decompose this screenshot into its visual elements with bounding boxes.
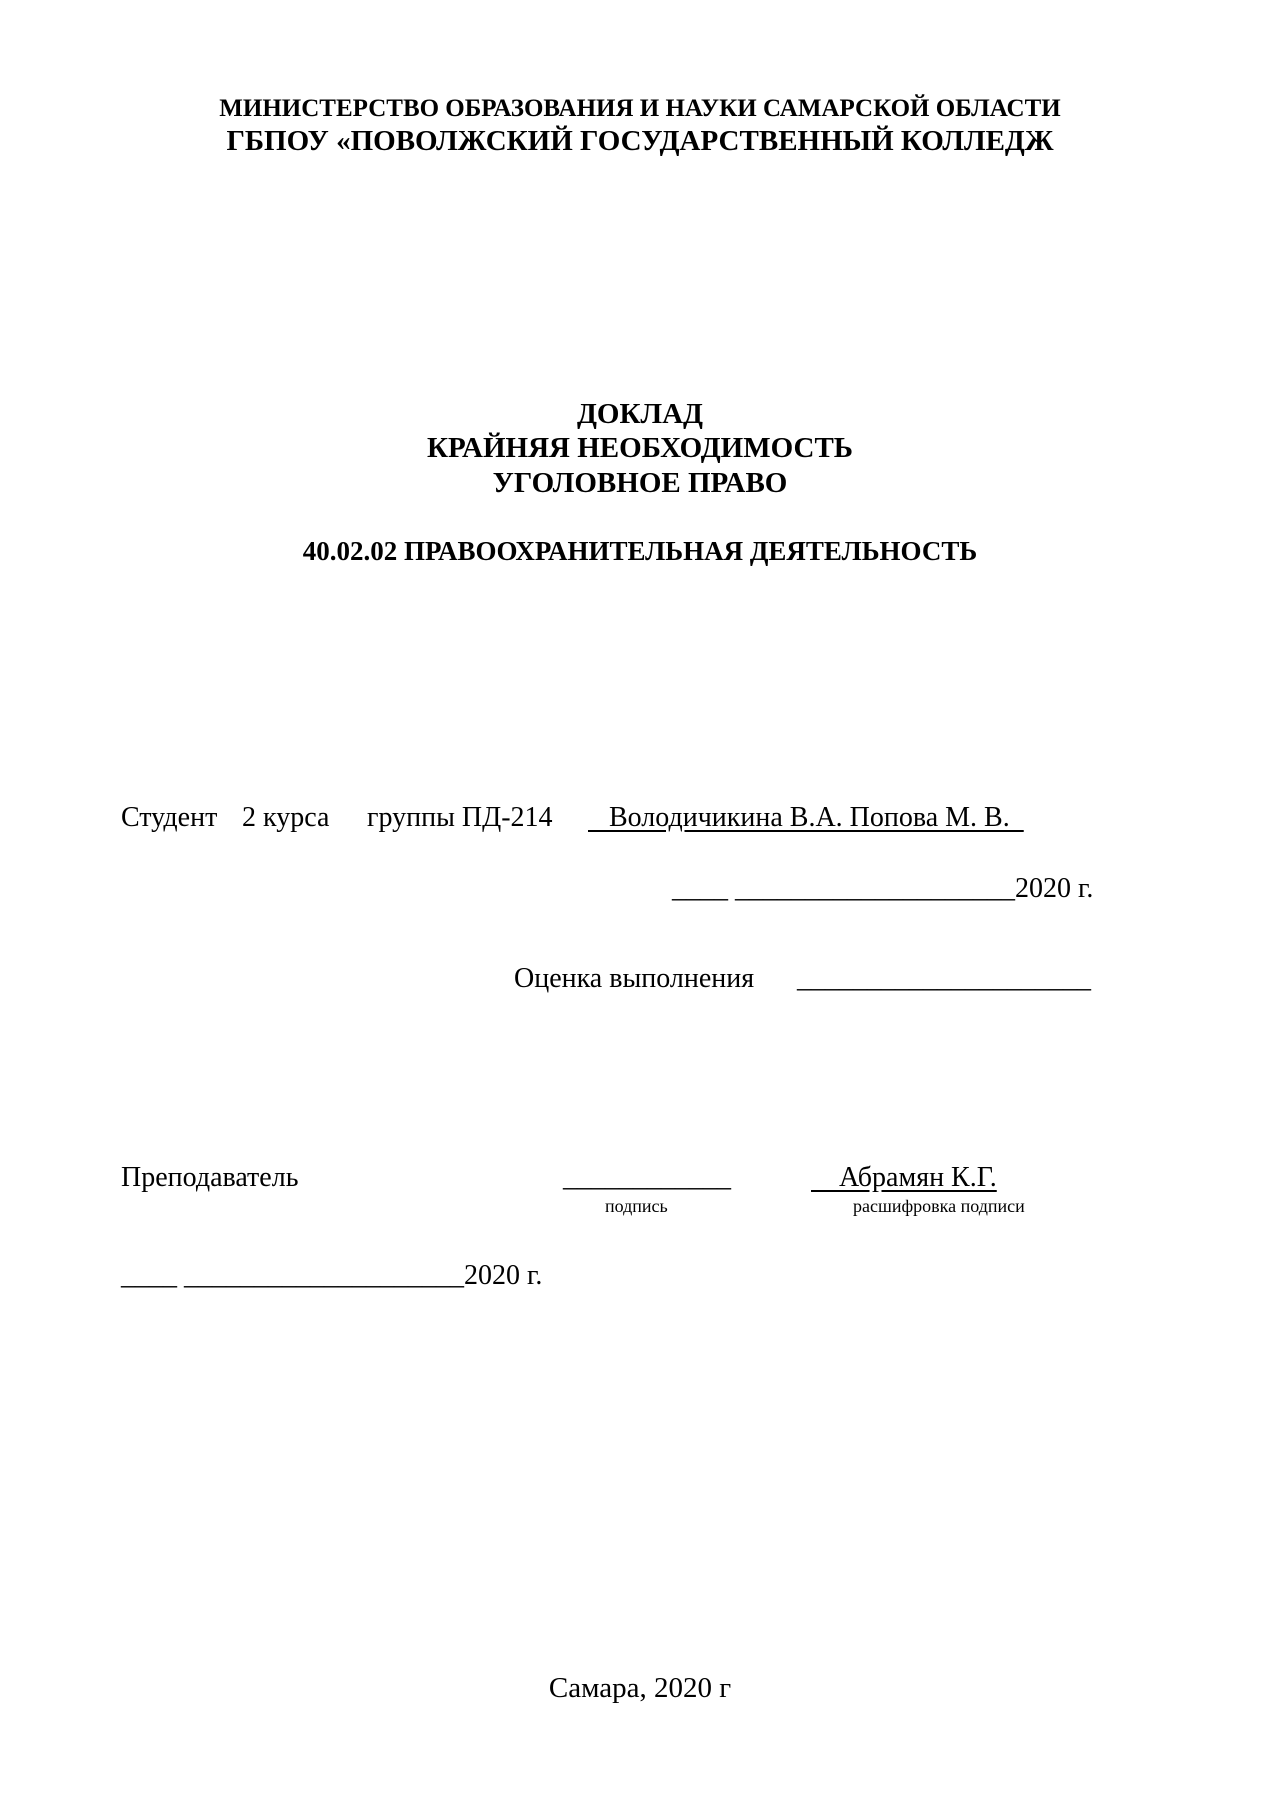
college-heading: ГБПОУ «ПОВОЛЖСКИЙ ГОСУДАРСТВЕННЫЙ КОЛЛЕДЖ (226, 125, 1054, 157)
student-names: Володичикина В.А. Попова М. В. (588, 802, 1024, 833)
signature-caption: подпись (605, 1196, 668, 1216)
grade-blank: _____________________ (797, 963, 1091, 994)
teacher-label: Преподаватель (121, 1162, 299, 1193)
footer-city-year: Самара, 2020 г (548, 1672, 732, 1704)
report-topic-title: КРАЙНЯЯ НЕОБХОДИМОСТЬ (427, 432, 853, 464)
teacher-name: Абрамян К.Г. (811, 1162, 997, 1193)
ministry-heading: МИНИСТЕРСТВО ОБРАЗОВАНИЯ И НАУКИ САМАРСКОЙ ОБЛАСТИ (219, 95, 1061, 122)
grade-label: Оценка выполнения (514, 963, 755, 994)
student-course: 2 курса (242, 802, 330, 833)
specialty-title: 40.02.02 ПРАВООХРАНИТЕЛЬНАЯ ДЕЯТЕЛЬНОСТЬ (302, 536, 978, 566)
student-date-line: ____ ____________________2020 г. (672, 873, 1094, 904)
report-subject-title: УГОЛОВНОЕ ПРАВО (492, 467, 788, 499)
report-type-title: ДОКЛАД (576, 398, 704, 430)
signature-decoding-caption: расшифровка подписи (853, 1196, 1025, 1216)
teacher-date-line: ____ ____________________2020 г. (121, 1260, 543, 1291)
student-label: Студент (121, 802, 218, 833)
signature-blank: ____________ (563, 1162, 731, 1193)
student-group: группы ПД-214 (367, 802, 553, 833)
